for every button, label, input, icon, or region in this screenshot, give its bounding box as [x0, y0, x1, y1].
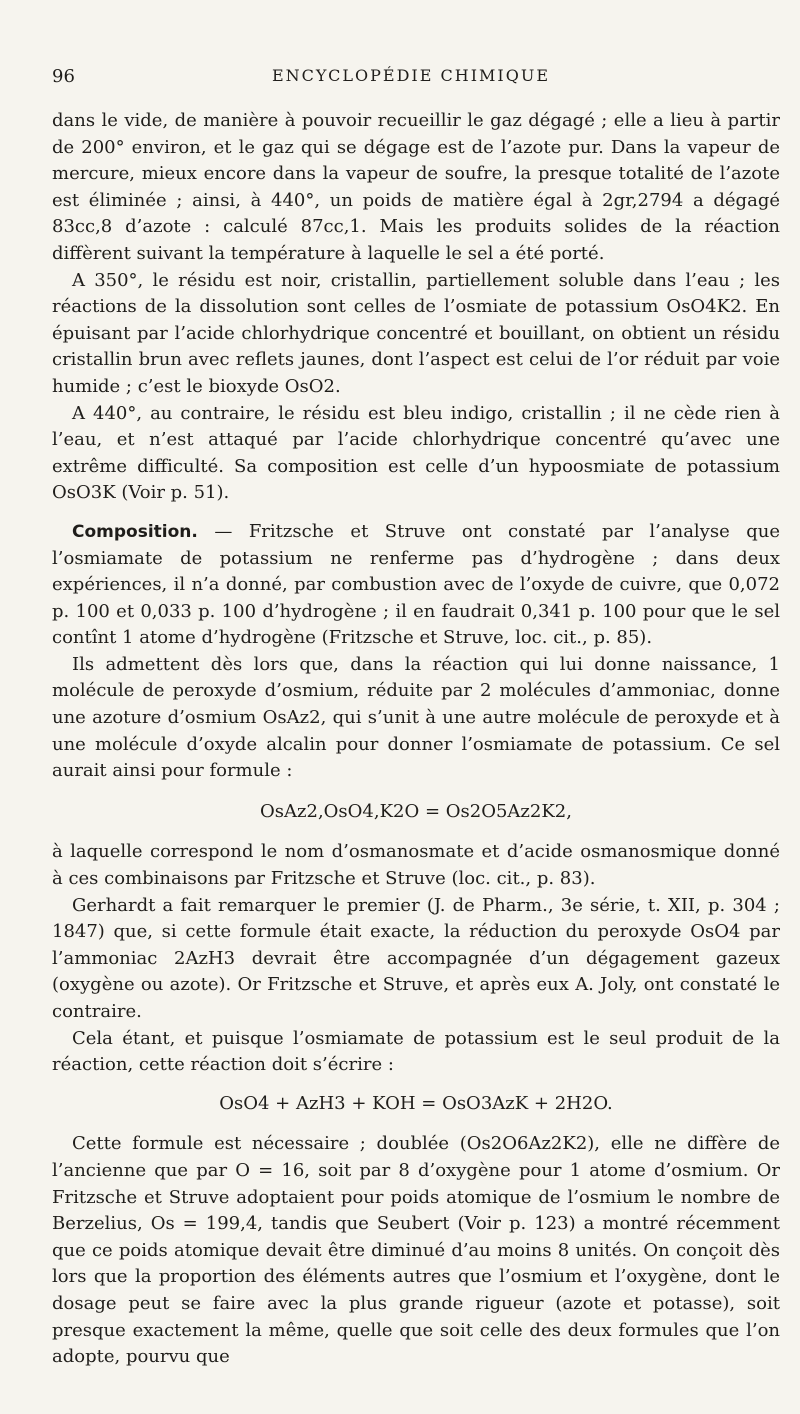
- paragraph-7: Gerhardt a fait remarquer le premier (J. de Pharm., 3e série, t. XII, p. 304 ; 1847) que, si cette formule était exacte, la réduction du peroxyde OsO4 par l’ammoniac 2AzH3 devrait être accompagnée d’un dégagement gazeux (oxygène ou azote). Or Fritzsche et Struve, et après eux A. Joly, ont constaté le contraire.: [52, 894, 780, 1022]
- composition-heading: Composition.: [72, 521, 198, 542]
- running-title: ENCYCLOPÉDIE CHIMIQUE: [271, 66, 551, 85]
- page-body: [52, 108, 780, 1371]
- page-header: [52, 66, 770, 94]
- paragraph-1: dans le vide, de manière à pouvoir recueillir le gaz dégagé ; elle a lieu à partir de 200° environ, et le gaz qui se dégage est de l’azote pur. Dans la vapeur de mercure, mieux encore dans la vapeur de soufre, la presque totalité de l’azote est éliminée ; ainsi, à 440°, un poids de matière égal à 2gr,2794 a dégagé 83cc,8 d’azote : calculé 87cc,1. Mais les produits solides de la réaction diffèrent suivant la température à laquelle le sel a été porté.: [52, 110, 780, 264]
- paragraph-3: A 440°, au contraire, le résidu est bleu indigo, cristallin ; il ne cède rien à l’eau, et n’est attaqué par l’acide chlorhydrique concentré qu’avec une extrême difficulté. Sa composition est celle d’un hypoosmiate de potassium OsO3K (Voir p. 51).: [52, 402, 780, 504]
- paragraph-4: — Fritzsche et Struve ont constaté par l’analyse que l’osmiamate de potassium ne renferme pas d’hydrogène ; dans deux expériences, il n’a donné, par combustion avec de l’oxyde de cuivre, que 0,072 p. 100 et 0,033 p. 100 d’hydrogène ; il en faudrait 0,341 p. 100 pour que le sel contînt 1 atome d’hydrogène (Fritzsche et Struve, loc. cit., p. 85).: [52, 520, 780, 649]
- paragraph-5: Ils admettent dès lors que, dans la réaction qui lui donne naissance, 1 molécule de peroxyde d’osmium, réduite par 2 molécules d’ammoniac, donne une azoture d’osmium OsAz2, qui s’unit à une autre molécule de peroxyde et à une molécule d’oxyde alcalin pour donner l’osmiamate de potassium. Ce sel aurait ainsi pour formule :: [52, 653, 780, 782]
- paragraph-6: à laquelle correspond le nom d’osmanosmate et d’acide osmanosmique donné à ces combinaisons par Fritzsche et Struve (loc. cit., p. 83).: [52, 841, 780, 890]
- composition-paragraph: [52, 519, 780, 652]
- page-number: 96: [52, 66, 75, 87]
- paragraph-9: Cette formule est nécessaire ; doublée (Os2O6Az2K2), elle ne diffère de l’ancienne que par O = 16, soit par 8 d’oxygène pour 1 atome d’osmium. Or Fritzsche et Struve adoptaient pour poids atomique de l’osmium le nombre de Berzelius, Os = 199,4, tandis que Seubert (Voir p. 123) a montré récemment que ce poids atomique devait être diminué d’au moins 8 unités. On conçoit dès lors que la proportion des éléments autres que l’osmium et l’oxygène, dont le dosage peut se faire avec la plus grande rigueur (azote et potasse), soit presque exactement la même, quelle que soit celle des deux formules que l’on adopte, pourvu que: [52, 1133, 780, 1368]
- equation-1: OsAz2,OsO4,K2O = Os2O5Az2K2,: [260, 800, 572, 822]
- equation-2: OsO4 + AzH3 + KOH = OsO3AzK + 2H2O.: [219, 1092, 613, 1114]
- paragraph-2: A 350°, le résidu est noir, cristallin, partiellement soluble dans l’eau ; les réactions de la dissolution sont celles de l’osmiate de potassium OsO4K2. En épuisant par l’acide chlorhydrique concentré et bouillant, on obtient un résidu cristallin brun avec reflets jaunes, dont l’aspect est celui de l’or réduit par voie humide ; c’est le bioxyde OsO2.: [52, 269, 780, 397]
- paragraph-8: Cela étant, et puisque l’osmiamate de potassium est le seul produit de la réaction, cette réaction doit s’écrire :: [52, 1027, 780, 1076]
